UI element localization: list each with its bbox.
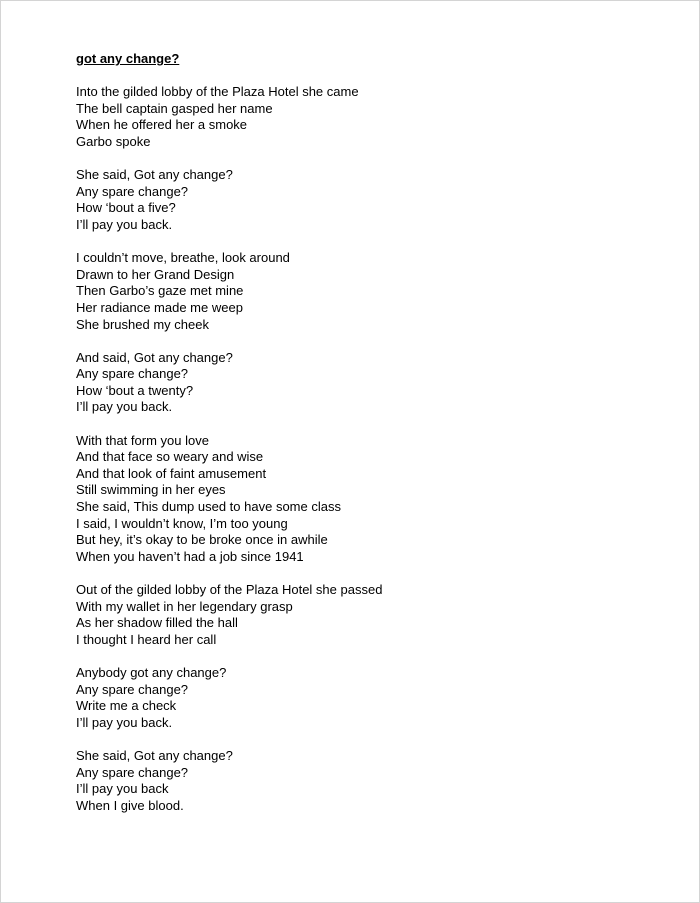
poem-line: Garbo spoke: [76, 133, 151, 149]
poem-line: I’ll pay you back.: [76, 399, 173, 415]
poem-line: She brushed my cheek: [76, 316, 209, 332]
poem-line: I said, I wouldn’t know, I’m too young: [76, 515, 288, 531]
poem-title: got any change?: [76, 51, 180, 66]
poem-line: She said, Got any change?: [76, 167, 233, 183]
poem-line: When you haven’t had a job since 1941: [76, 548, 304, 564]
poem-line: And that look of faint amusement: [76, 465, 267, 481]
poem-line: And that face so weary and wise: [76, 449, 264, 465]
poem-line: Write me a check: [76, 698, 177, 714]
stanza: [76, 748, 659, 814]
poem-line: I’ll pay you back.: [76, 216, 173, 232]
poem-line: With my wallet in her legendary grasp: [76, 598, 293, 614]
stanza: [76, 582, 659, 648]
poem-line: How ‘bout a twenty?: [76, 382, 194, 398]
poem-line: As her shadow filled the hall: [76, 615, 238, 631]
stanza: [76, 167, 659, 233]
poem-line: I’ll pay you back: [76, 781, 169, 797]
poem-line: But hey, it’s okay to be broke once in awhile: [76, 532, 328, 548]
poem-line: Still swimming in her eyes: [76, 482, 226, 498]
poem-line: Then Garbo’s gaze met mine: [76, 283, 244, 299]
poem-line: When he offered her a smoke: [76, 117, 248, 133]
poem-line: Drawn to her Grand Design: [76, 266, 235, 282]
poem-line: When I give blood.: [76, 797, 184, 813]
stanza: [76, 250, 659, 333]
poem-line: I’ll pay you back.: [76, 714, 173, 730]
poem-line: Out of the gilded lobby of the Plaza Hotel she passed: [76, 582, 383, 597]
poem-line: With that form you love: [76, 432, 209, 448]
poem-line: Her radiance made me weep: [76, 299, 243, 315]
stanza: [76, 433, 659, 566]
poem-line: Any spare change?: [76, 366, 189, 382]
poem-line: Any spare change?: [76, 681, 189, 697]
poem-line: She said, Got any change?: [76, 747, 233, 763]
poem-line: She said, This dump used to have some class: [76, 499, 341, 515]
poem-line: I thought I heard her call: [76, 631, 217, 647]
poem-line: Any spare change?: [76, 764, 189, 780]
poem-line: How ‘bout a five?: [76, 200, 176, 216]
poem-line: Into the gilded lobby of the Plaza Hotel she came: [76, 84, 359, 100]
stanza: [76, 350, 659, 416]
poem-line: The bell captain gasped her name: [76, 100, 273, 116]
poem-line: I couldn’t move, breathe, look around: [76, 250, 290, 266]
stanza-list: [76, 84, 659, 814]
stanza: [76, 665, 659, 731]
poem-body: [76, 51, 659, 831]
poem-line: Any spare change?: [76, 183, 189, 199]
poem-line: And said, Got any change?: [76, 349, 233, 365]
stanza: [76, 84, 659, 150]
poem-line: Anybody got any change?: [76, 664, 227, 680]
